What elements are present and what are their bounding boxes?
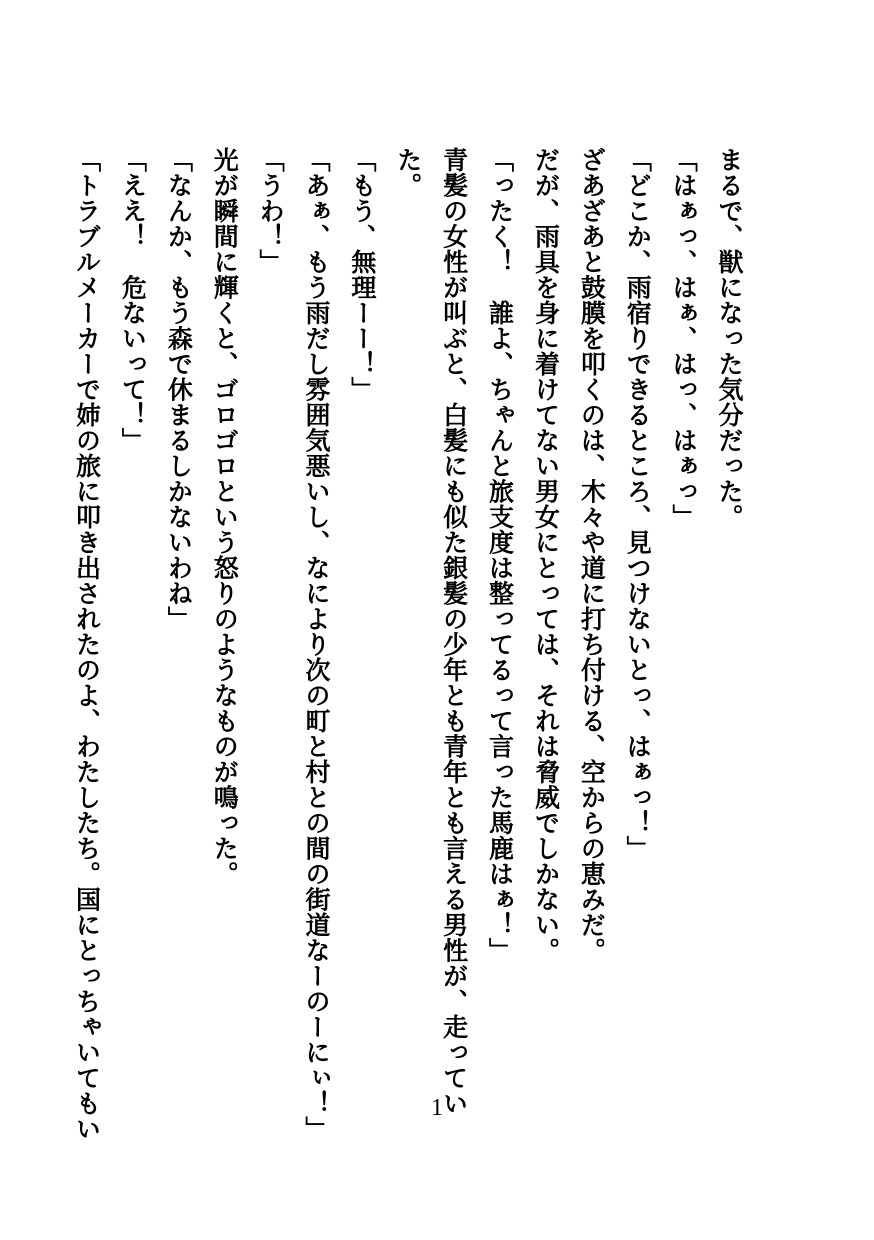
vertical-text-body	[58, 147, 746, 1142]
text-line: まるで、獣になった気分だった。	[715, 147, 744, 530]
text-line: 光が瞬間に輝くと、ゴロゴロという怒りのようなものが鳴った。	[210, 147, 240, 887]
text-line: 「あぁ、もう雨だし雰囲気悪いし、なにより次の町と村との間の街道なーのーにぃ！」	[301, 147, 331, 1142]
text-line: 「どこか、雨宿りできるところ、見つけないとっ、はぁっ！」	[623, 147, 653, 861]
text-line: 「もう、無理ーー！」	[347, 147, 377, 402]
text-line: 「なんか、もう森で休まるしかないわね」	[164, 147, 194, 632]
text-line: 「ったく！ 誰よ、ちゃんと旅支度は整ってるって言った馬鹿はぁ！」	[485, 147, 515, 963]
text-line: ざあざあと鼓膜を叩くのは、木々や道に打ち付ける、空からの恵みだ。	[577, 147, 607, 963]
text-line: だが、雨具を身に着けてない男女にとっては、それは脅威でしかない。	[531, 147, 561, 963]
text-line: 「トラブルメーカーで姉の旅に叩き出されたのよ、わたしたち。国にとっちゃいてもい	[72, 147, 102, 1142]
text-line: 「ええ！ 危ないって！」	[118, 147, 148, 453]
page-number: 1	[431, 1095, 443, 1121]
text-line: 青髪の女性が叫ぶと、白髪にも似た銀髪の少年とも青年とも言える男性が、走ってい	[439, 147, 469, 1116]
text-line: 「はぁっ、はぁ、はっ、はぁっ」	[669, 147, 699, 530]
text-line: た。	[393, 147, 423, 198]
text-line: 「うわ！」	[256, 147, 286, 275]
